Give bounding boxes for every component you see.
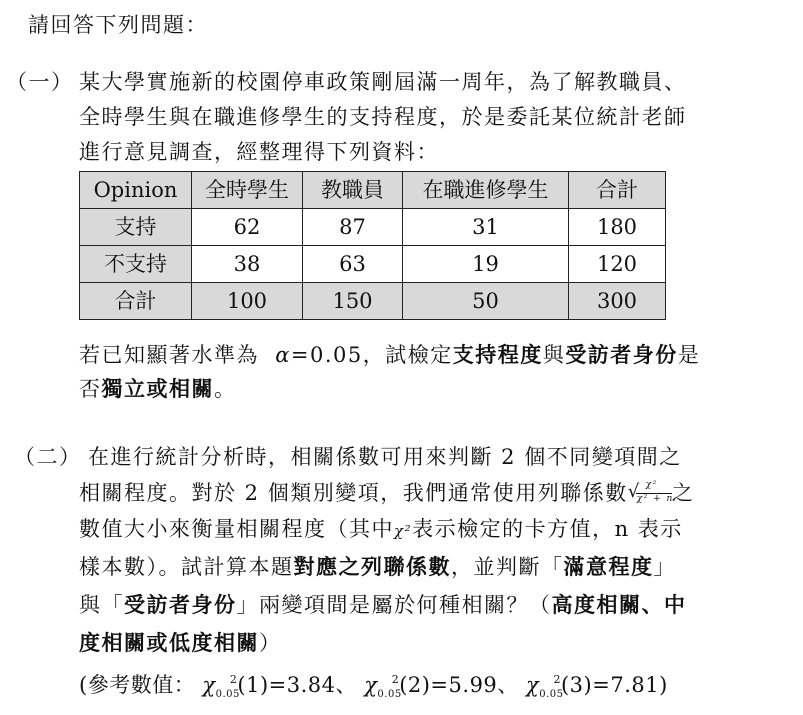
table-header-row xyxy=(80,172,666,209)
formula-denominator: χ² + n xyxy=(636,493,674,504)
table-row-header: 支持 xyxy=(80,209,192,246)
table-header-cell: 教職員 xyxy=(303,172,403,209)
q2-text: 之 xyxy=(671,481,695,505)
reference-values-line xyxy=(79,672,668,702)
q1-text: 。 xyxy=(214,377,237,401)
q2-text: ，並判斷「 xyxy=(451,555,564,579)
table-header-cell: 合計 xyxy=(569,172,666,209)
table-cell: 19 xyxy=(403,246,569,283)
table-cell: 31 xyxy=(403,209,569,246)
question-1-label: （一） xyxy=(6,70,74,94)
reference-item: $\chi_{0.05}^2(3)=7.81$) xyxy=(525,673,668,700)
table-cell: 300 xyxy=(569,283,666,320)
q1-text: 與 xyxy=(542,343,566,367)
question-2-line-5 xyxy=(79,592,687,618)
q1-text: 否 xyxy=(79,377,102,401)
table-cell: 150 xyxy=(303,283,403,320)
q2-text: 表示檢定的卡方值，n 表示 xyxy=(412,517,683,541)
survey-data-table xyxy=(79,171,666,320)
question-2-line-3 xyxy=(79,516,683,542)
alpha-value: =0.05，試檢定 xyxy=(290,343,453,367)
question-1-line-3: 進行意見調查，經整理得下列資料： xyxy=(79,140,439,164)
table-header-cell: 全時學生 xyxy=(192,172,303,209)
table-row-header: 合計 xyxy=(80,283,192,320)
table-row-header: 不支持 xyxy=(80,246,192,283)
instructions-heading: 請回答下列問題： xyxy=(28,13,208,37)
alpha-symbol: α xyxy=(275,343,291,367)
formula-numerator: χ² xyxy=(645,479,658,490)
question-2-line-2 xyxy=(79,480,694,509)
reference-item: $\chi_{0.05}^2(2)=5.99$、 xyxy=(364,673,519,700)
table-cell: 63 xyxy=(303,246,403,283)
question-2-line-6 xyxy=(79,630,282,656)
contingency-coefficient-formula xyxy=(628,481,672,509)
q2-text: 」 xyxy=(653,555,676,579)
q2-bold-text: 高度相關、中 xyxy=(551,592,687,617)
table-cell: 50 xyxy=(403,283,569,320)
table-header-cell: Opinion xyxy=(80,172,192,209)
q2-text: 」兩變項間是屬於何種相關？（ xyxy=(236,593,552,617)
q1-text: 是 xyxy=(677,343,701,367)
q2-text: 樣本數）。試計算本題 xyxy=(79,555,294,579)
sqrt-icon: √ xyxy=(627,480,641,502)
q1-bold-text: 獨立或相關 xyxy=(101,376,214,401)
table-cell: 38 xyxy=(192,246,303,283)
reference-item: $\chi_{0.05}^2(1)=3.84$、 xyxy=(202,673,357,700)
table-cell: 87 xyxy=(303,209,403,246)
q2-bold-text: 度相關或低度相關 xyxy=(79,630,259,655)
question-1-line-4 xyxy=(79,342,700,368)
chi-square-symbol: χ² xyxy=(394,522,413,540)
q2-text: 數值大小來衡量相關程度（其中 xyxy=(79,517,394,541)
q2-bold-text: 滿意程度 xyxy=(563,554,654,579)
reference-prefix: (參考數值： xyxy=(79,673,196,697)
question-2-label: （二） xyxy=(14,445,82,469)
question-1-line-1: 某大學實施新的校園停車政策剛屆滿一周年，為了解教職員、 xyxy=(79,70,687,94)
table-header-cell: 在職進修學生 xyxy=(403,172,569,209)
table-row xyxy=(80,209,666,246)
q1-text: 若已知顯著水準為 xyxy=(79,343,259,367)
table-cell: 62 xyxy=(192,209,303,246)
question-2-line-4 xyxy=(79,554,676,580)
question-1-line-5 xyxy=(79,376,237,402)
table-cell: 100 xyxy=(192,283,303,320)
q2-text: ） xyxy=(259,631,282,655)
table-total-row xyxy=(80,283,666,320)
q2-text: 與「 xyxy=(79,593,124,617)
q2-text: 相關程度。對於 2 個類別變項，我們通常使用列聯係數 xyxy=(79,481,628,505)
question-1-line-2: 全時學生與在職進修學生的支持程度，於是委託某位統計老師 xyxy=(79,105,687,129)
table-cell: 120 xyxy=(569,246,666,283)
q1-bold-text: 支持程度 xyxy=(452,342,543,367)
q2-bold-text: 受訪者身份 xyxy=(124,592,237,617)
table-cell: 180 xyxy=(569,209,666,246)
table-row xyxy=(80,246,666,283)
q2-bold-text: 對應之列聯係數 xyxy=(293,554,451,579)
q1-bold-text: 受訪者身份 xyxy=(565,342,678,367)
question-2-line-1: 在進行統計分析時，相關係數可用來判斷 2 個不同變項間之 xyxy=(88,445,682,469)
